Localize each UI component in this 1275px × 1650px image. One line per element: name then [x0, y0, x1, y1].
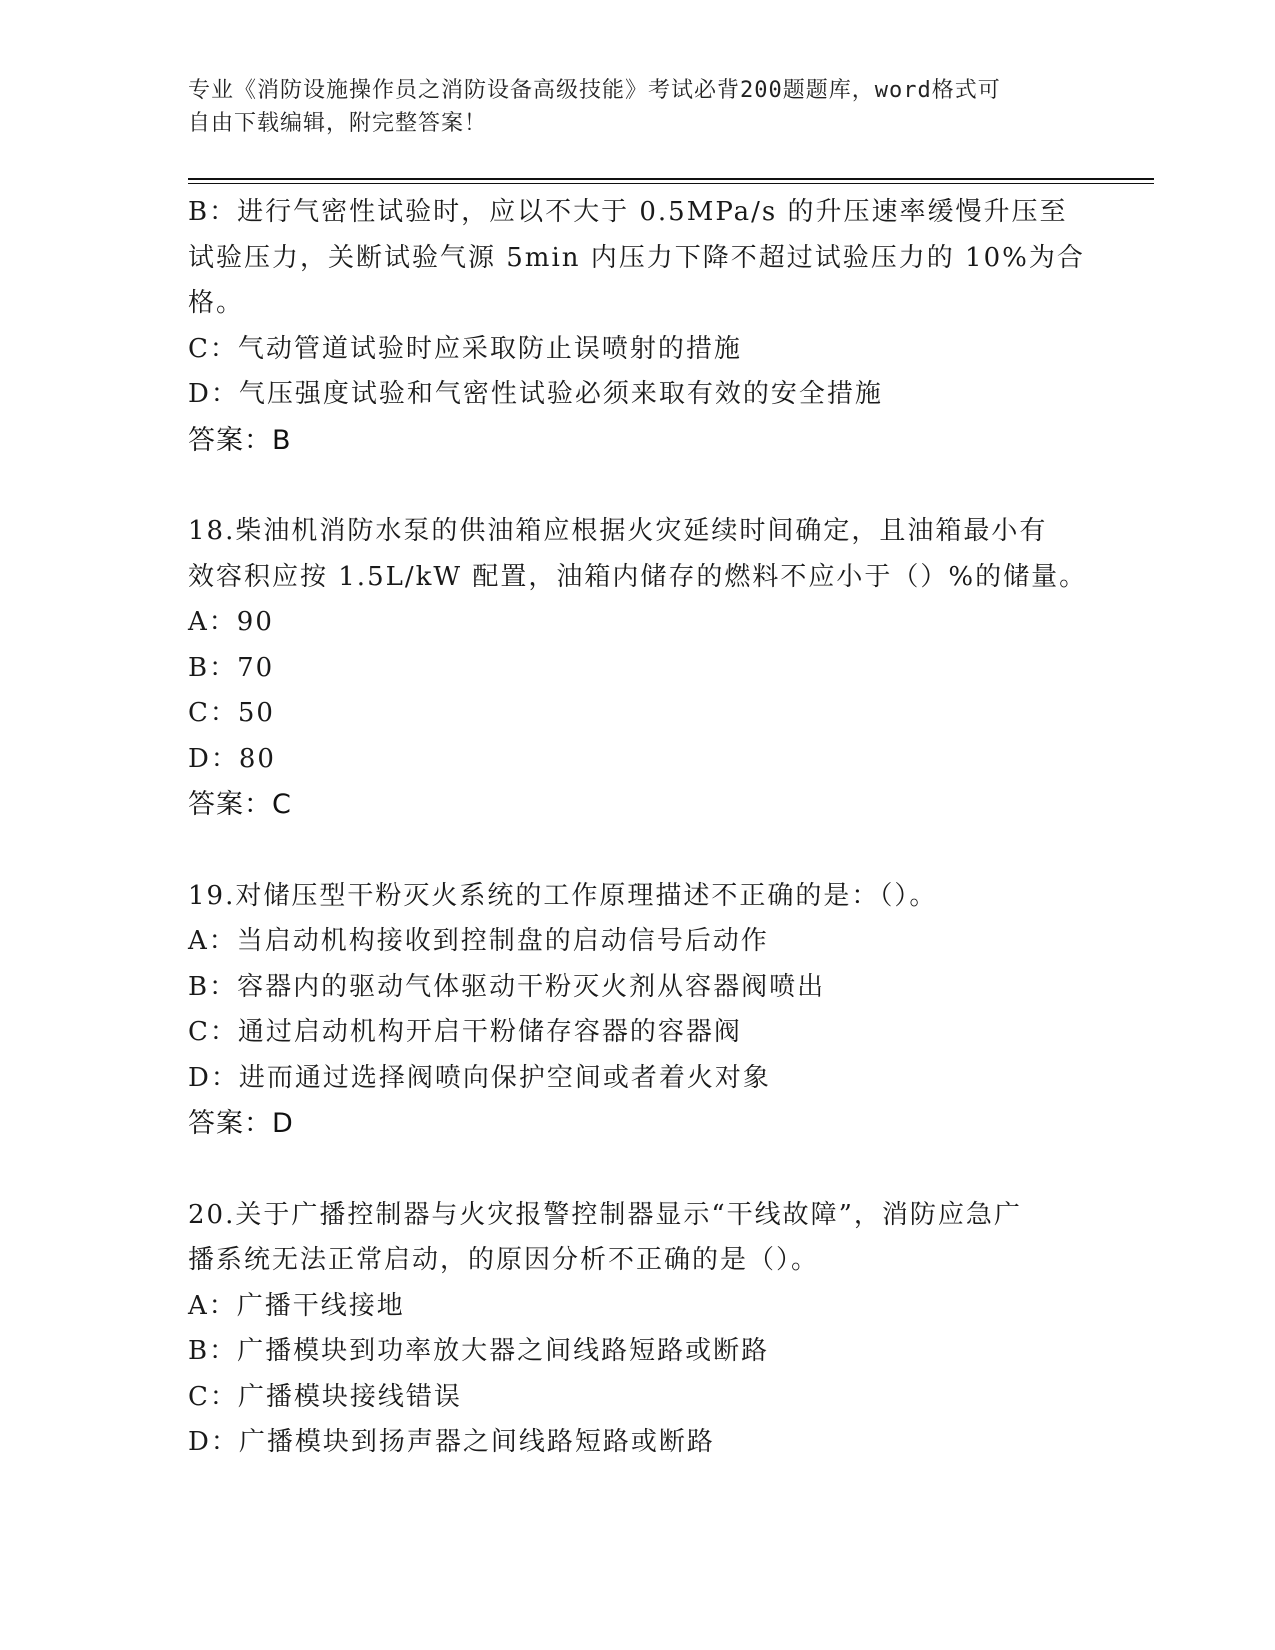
question-content: [188, 190, 1088, 1466]
header-divider: [188, 178, 1154, 184]
question-stem-line-2: 播系统无法正常启动，的原因分析不正确的是（）。: [188, 1245, 820, 1275]
option-b: B：70: [188, 652, 275, 683]
page-header: [188, 74, 1088, 140]
option-b-line-3: 格。: [188, 288, 245, 318]
option-c: C：气动管道试验时应采取防止误喷射的措施: [188, 333, 742, 364]
spacer: [188, 828, 1088, 874]
spacer: [188, 1147, 1088, 1193]
option-d: D：进而通过选择阀喷向保护空间或者着火对象: [188, 1062, 771, 1093]
option-b: B：容器内的驱动气体驱动干粉灭火剂从容器阀喷出: [188, 971, 826, 1002]
option-b-line-1: B：进行气密性试验时，应以不大于 0.5MPa/s 的升压速率缓慢升压至: [188, 197, 1068, 227]
question-20: [188, 1193, 1088, 1466]
option-a: A：90: [188, 607, 274, 637]
option-c: C：50: [188, 698, 275, 728]
option-a: A：广播干线接地: [188, 1290, 405, 1321]
option-d: D：80: [188, 743, 276, 774]
option-d: D：广播模块到扬声器之间线路短路或断路: [188, 1427, 715, 1457]
answer-label: 答案：C: [188, 789, 292, 820]
option-a: A：当启动机构接收到控制盘的启动信号后动作: [188, 926, 769, 956]
answer-label: 答案：B: [188, 424, 292, 456]
header-line-1: 专业《消防设施操作员之消防设备高级技能》考试必背200题题库，word格式可: [188, 78, 1001, 103]
option-b: B：广播模块到功率放大器之间线路短路或断路: [188, 1336, 770, 1366]
answer-label: 答案：D: [188, 1108, 294, 1139]
question-17-fragment: [188, 190, 1088, 463]
question-stem-line-2: 效容积应按 1.5L/kW 配置，油箱内储存的燃料不应小于（）%的储量。: [188, 561, 1088, 592]
option-c: C：广播模块接线错误: [188, 1381, 462, 1412]
question-18: [188, 509, 1088, 828]
question-stem-line-1: 19.对储压型干粉灭火系统的工作原理描述不正确的是：（）。: [188, 880, 938, 911]
header-line-2: 自由下载编辑，附完整答案！: [188, 111, 488, 136]
spacer: [188, 463, 1088, 509]
option-b-line-2: 试验压力，关断试验气源 5min 内压力下降不超过试验压力的 10%为合: [188, 242, 1085, 273]
question-stem-line-1: 18.柴油机消防水泵的供油箱应根据火灾延续时间确定，且油箱最小有: [188, 516, 1048, 546]
option-c: C：通过启动机构开启干粉储存容器的容器阀: [188, 1017, 742, 1047]
question-stem-line-1: 20.关于广播控制器与火灾报警控制器显示“干线故障”，消防应急广: [188, 1199, 1022, 1230]
question-19: [188, 874, 1088, 1147]
option-d: D：气压强度试验和气密性试验必须来取有效的安全措施: [188, 379, 883, 409]
